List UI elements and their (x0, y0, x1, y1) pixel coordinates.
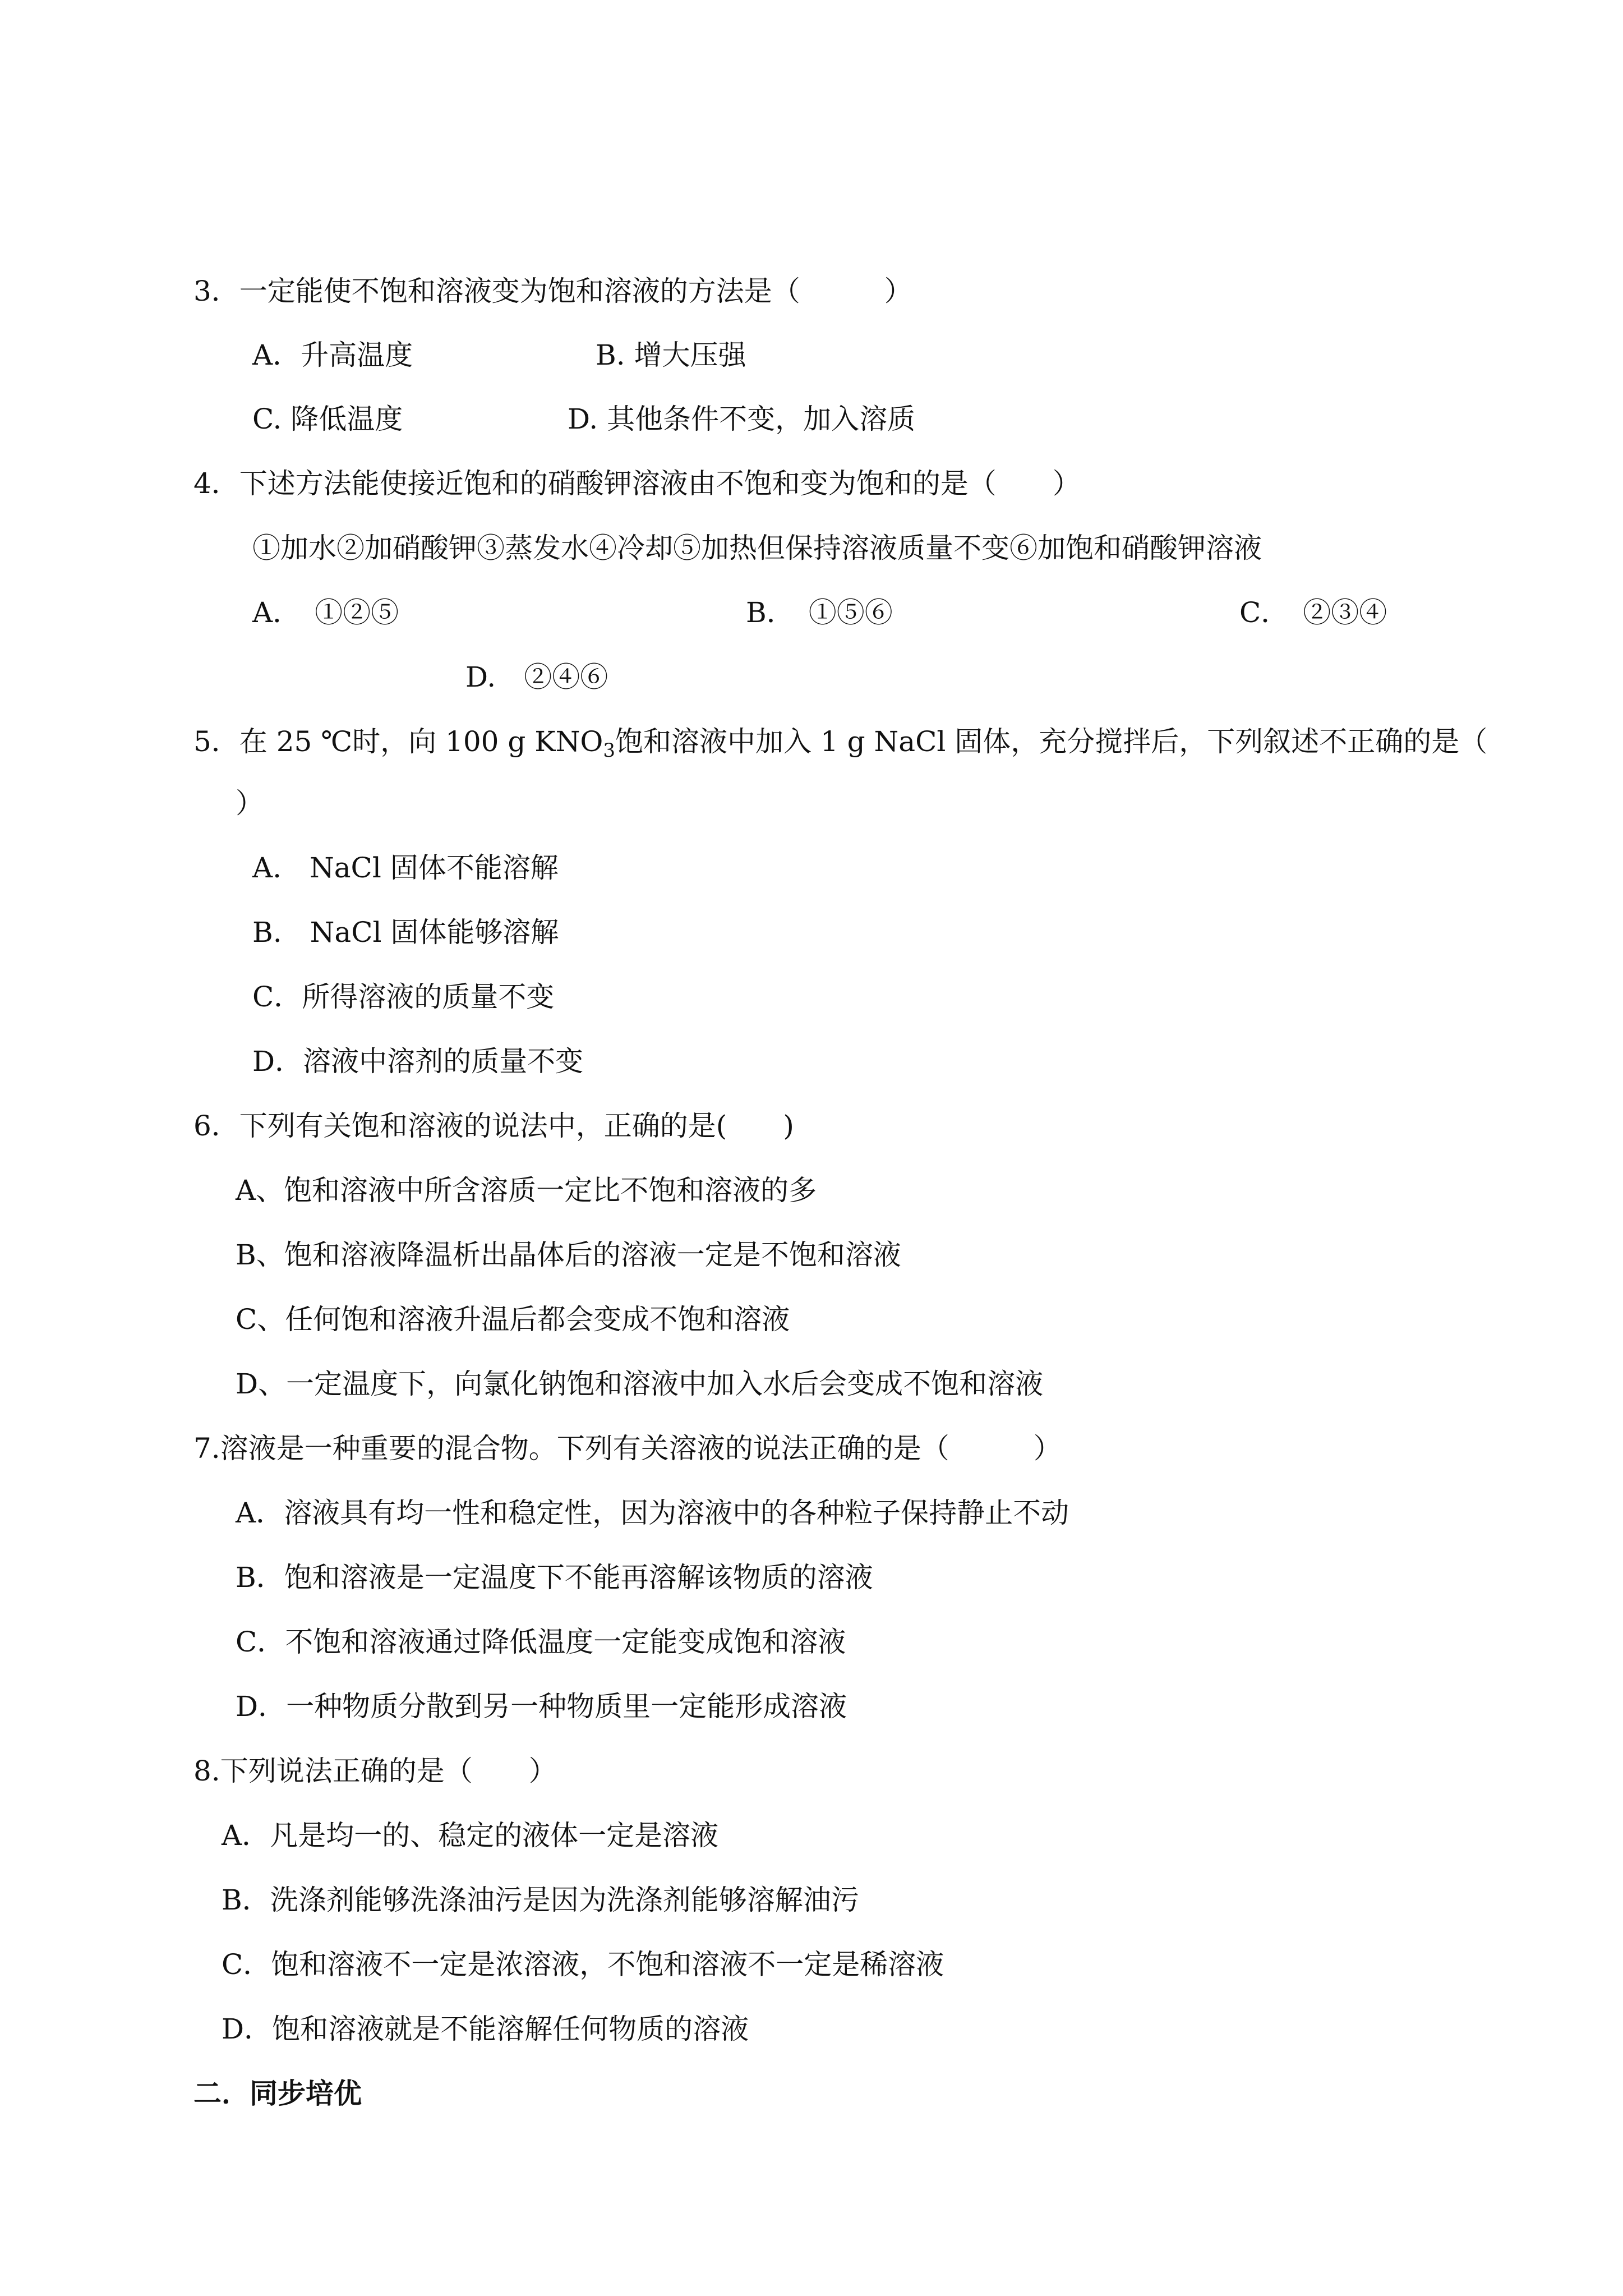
q8-option-d: D．饱和溶液就是不能溶解任何物质的溶液 (222, 2013, 749, 2045)
q7-option-b: B．饱和溶液是一定温度下不能再溶解该物质的溶液 (236, 1561, 873, 1594)
q4-option-a: A． ①②⑤ (252, 596, 399, 629)
q3-option-a: A．升高温度 (252, 339, 413, 371)
section-heading: 二．同步培优 (193, 2077, 362, 2110)
q6-option-c: C、任何饱和溶液升温后都会变成不饱和溶液 (236, 1303, 790, 1336)
q4-stem: 4．下述方法能使接近饱和的硝酸钾溶液由不饱和变为饱和的是（ ） (193, 467, 1081, 500)
q6-option-b: B、饱和溶液降温析出晶体后的溶液一定是不饱和溶液 (236, 1239, 901, 1271)
q3-option-b: B. 增大压强 (596, 339, 746, 371)
q5-stem-end: ） (236, 787, 264, 820)
q7-stem: 7.溶液是一种重要的混合物。下列有关溶液的说法正确的是（ ） (193, 1432, 1062, 1465)
q8-option-c: C．饱和溶液不一定是浓溶液，不饱和溶液不一定是稀溶液 (222, 1948, 944, 1981)
q4-option-c: C． ②③④ (1239, 596, 1387, 629)
q5-option-a: A. NaCl 固体不能溶解 (252, 852, 559, 884)
q3-stem: 3．一定能使不饱和溶液变为饱和溶液的方法是（ ） (193, 275, 912, 307)
q6-option-a: A、饱和溶液中所含溶质一定比不饱和溶液的多 (236, 1174, 817, 1207)
q6-stem: 6．下列有关饱和溶液的说法中，正确的是( ) (193, 1110, 794, 1142)
q5-stem-subscript: 3 (603, 739, 616, 762)
q6-option-d: D、一定温度下，向氯化钠饱和溶液中加入水后会变成不饱和溶液 (236, 1368, 1044, 1400)
q8-option-a: A．凡是均一的、稳定的液体一定是溶液 (222, 1819, 719, 1852)
q7-option-a: A．溶液具有均一性和稳定性，因为溶液中的各种粒子保持静止不动 (236, 1497, 1069, 1529)
q5-option-d: D．溶液中溶剂的质量不变 (252, 1045, 584, 1078)
q3-option-d: D. 其他条件不变，加入溶质 (568, 403, 916, 435)
q7-option-d: D．一种物质分散到另一种物质里一定能形成溶液 (236, 1690, 847, 1723)
q4-option-d: D. ②④⑥ (465, 661, 608, 693)
q4-methods: ①加水②加硝酸钾③蒸发水④冷却⑤加热但保持溶液质量不变⑥加饱和硝酸钾溶液 (252, 532, 1262, 564)
q5-stem-pre: 5．在 25 ℃时，向 100 g KNO (193, 725, 603, 758)
q8-option-b: B．洗涤剂能够洗涤油污是因为洗涤剂能够溶解油污 (222, 1884, 859, 1916)
q8-stem: 8.下列说法正确的是（ ） (193, 1755, 557, 1787)
q5-stem (193, 724, 1487, 760)
q5-option-c: C．所得溶液的质量不变 (252, 981, 555, 1013)
q5-stem-post: 饱和溶液中加入 1 g NaCl 固体，充分搅拌后，下列叙述不正确的是（ (615, 725, 1488, 758)
q5-option-b: B. NaCl 固体能够溶解 (252, 916, 559, 949)
q3-option-c: C. 降低温度 (252, 403, 403, 435)
q7-option-c: C．不饱和溶液通过降低温度一定能变成饱和溶液 (236, 1626, 846, 1658)
q4-option-b: B． ①⑤⑥ (746, 596, 893, 629)
